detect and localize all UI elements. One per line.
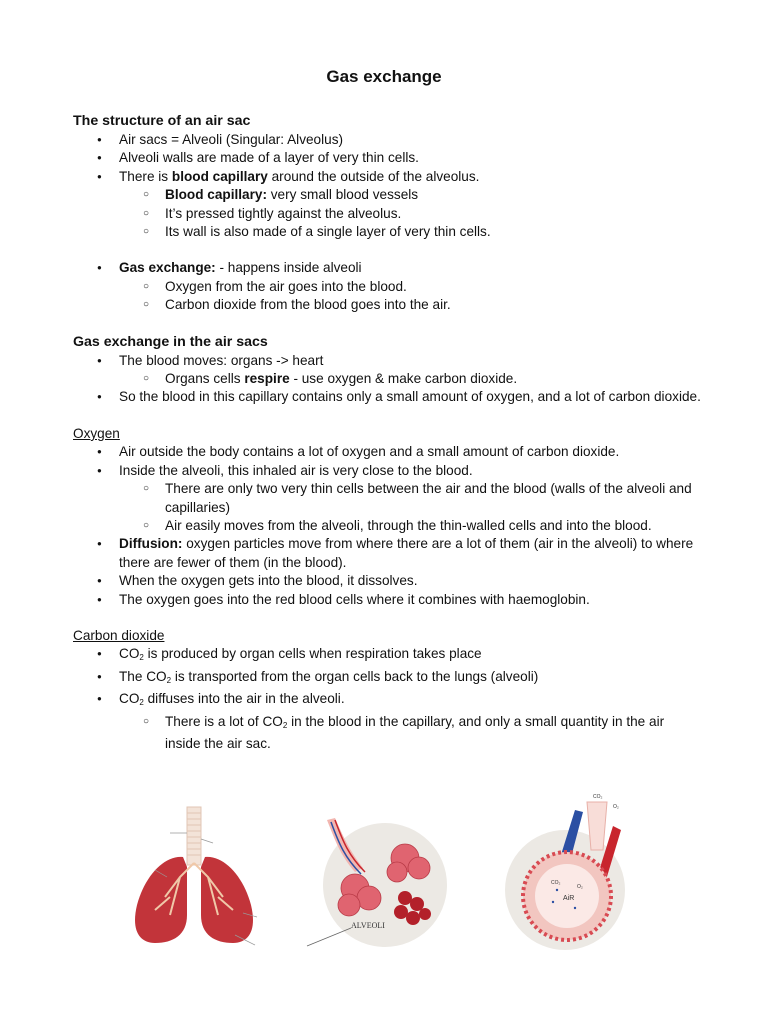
structure-list	[73, 131, 703, 241]
lungs-illustration	[125, 805, 265, 950]
list-item: ● Air outside the body contains a lot of oxygen and a small amount of carbon dioxide.	[73, 443, 703, 461]
list-item: ○ There is a lot of $CO_2$ in the blood in the capillary, and only a small quantity in the air inside the air sac.	[73, 713, 703, 754]
air-label: AiR	[563, 895, 575, 902]
list-item: ● Gas exchange: - happens inside alveoli	[73, 259, 703, 277]
alveolus-cross-section	[495, 790, 650, 950]
list-item: ○ Its wall is also made of a single layer of very thin cells.	[73, 223, 703, 241]
list-item: ○ Organs cells respire - use oxygen & make carbon dioxide.	[73, 370, 703, 388]
oxygen-list	[73, 443, 703, 609]
list-item: ● Air sacs = Alveoli (Singular: Alveolus)	[73, 131, 703, 149]
list-item: ● Diffusion: oxygen particles move from where there are a lot of them (air in the alveoli) to where there are fewer of them (in the blood).	[73, 535, 703, 572]
subheading-oxygen: Oxygen	[73, 425, 120, 441]
o2-label-top: O₂	[613, 804, 619, 810]
carbon-dioxide-list	[73, 645, 703, 753]
list-item: ● The blood moves: organs -> heart	[73, 352, 703, 370]
list-item: ○ There are only two very thin cells between the air and the blood (walls of the alveoli and capillaries)	[73, 480, 703, 517]
list-item: ○ Air easily moves from the alveoli, through the thin-walled cells and into the blood.	[73, 517, 703, 535]
list-item: ○ Carbon dioxide from the blood goes into the air.	[73, 296, 703, 314]
list-item: ● Inside the alveoli, this inhaled air is very close to the blood.	[73, 462, 703, 480]
air-sacs-list	[73, 352, 703, 407]
list-item: ● Alveoli walls are made of a layer of very thin cells.	[73, 149, 703, 167]
right-lung	[201, 857, 253, 943]
co2-label-top: CO₂	[593, 794, 603, 800]
alveoli-illustration	[305, 810, 455, 950]
list-item: ○ It’s pressed tightly against the alveolus.	[73, 205, 703, 223]
gas-exchange-list	[73, 259, 703, 314]
list-item: ● So the blood in this capillary contains only a small amount of oxygen, and a lot of carbon dioxide.	[73, 388, 703, 406]
list-item: ● The oxygen goes into the red blood cells where it combines with haemoglobin.	[73, 591, 703, 609]
list-item: ● When the oxygen gets into the blood, it dissolves.	[73, 572, 703, 590]
left-lung	[135, 857, 187, 943]
list-item: ○ Blood capillary: very small blood vessels	[73, 186, 703, 204]
alveoli-label: ALVEOLI	[351, 921, 385, 930]
list-item: ● There is blood capillary around the outside of the alveolus.	[73, 168, 703, 186]
subheading-carbon-dioxide: Carbon dioxide	[73, 627, 165, 643]
section-heading-air-sacs: Gas exchange in the air sacs	[73, 333, 268, 350]
page-title: Gas exchange	[326, 67, 442, 86]
section-heading-structure: The structure of an air sac	[73, 113, 251, 129]
list-item: ○ Oxygen from the air goes into the blood.	[73, 278, 703, 296]
list-item: ● $CO_2$ diffuses into the air in the alveoli.	[73, 690, 703, 712]
list-item: ● The $CO_2$ is transported from the organ cells back to the lungs (alveoli)	[73, 668, 703, 690]
list-item: ● $CO_2$ is produced by organ cells when respiration takes place	[73, 645, 703, 667]
o2-label-inner: O₂	[577, 884, 583, 890]
trachea	[187, 807, 201, 865]
co2-label-inner: CO₂	[551, 880, 561, 886]
figures-row	[0, 785, 768, 955]
document-body	[73, 112, 703, 753]
airway	[587, 802, 607, 850]
